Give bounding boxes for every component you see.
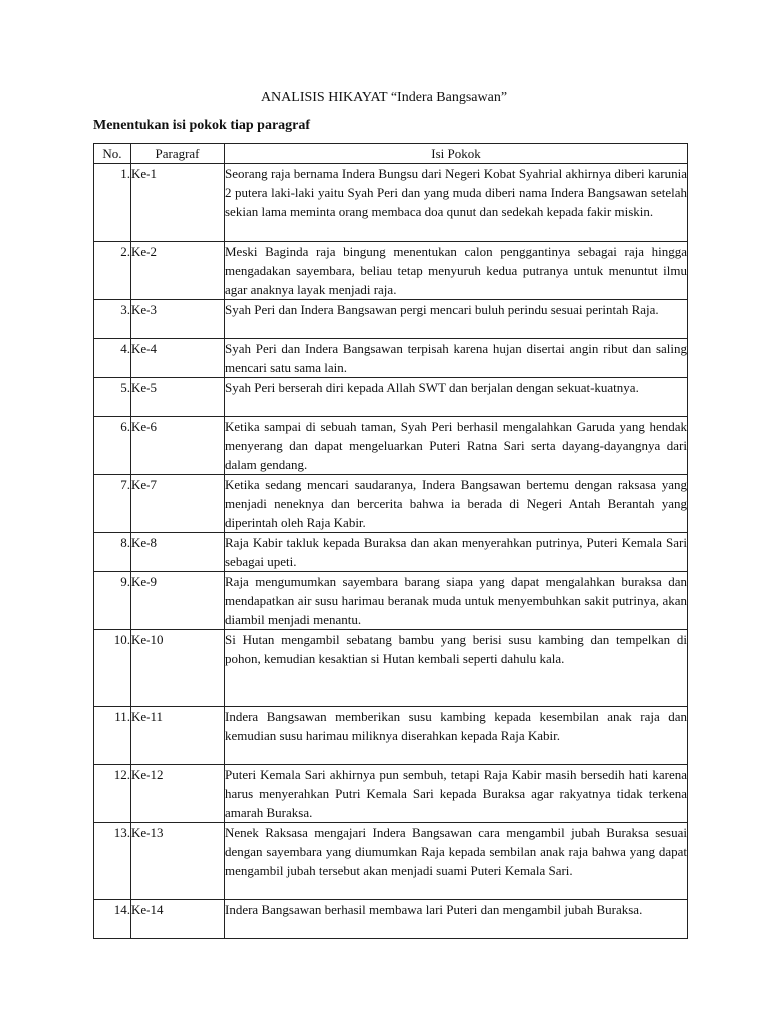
table-row <box>94 707 688 765</box>
header-no: No. <box>94 144 131 164</box>
table-row <box>94 164 688 242</box>
row-isi-pokok: Si Hutan mengambil sebatang bambu yang berisi susu kambing dan tempelkan di pohon, kemudian kesaktian si Hutan kembali seperti dahulu kala. <box>225 630 688 707</box>
row-paragraf: Ke-13 <box>131 823 225 900</box>
row-isi-pokok: Ketika sampai di sebuah taman, Syah Peri berhasil mengalahkan Garuda yang hendak menyerang dan dapat mengeluarkan Puteri Ratna Sari serta dayang-dayangnya dari dalam gendang. <box>225 417 688 475</box>
row-paragraf: Ke-4 <box>131 339 225 378</box>
row-number: 9. <box>94 572 131 630</box>
row-number: 12. <box>94 765 131 823</box>
row-paragraf: Ke-1 <box>131 164 225 242</box>
header-isi-pokok: Isi Pokok <box>225 144 688 164</box>
row-number: 5. <box>94 378 131 417</box>
table-row <box>94 475 688 533</box>
row-paragraf: Ke-5 <box>131 378 225 417</box>
table-row <box>94 823 688 900</box>
row-number: 8. <box>94 533 131 572</box>
row-isi-pokok: Nenek Raksasa mengajari Indera Bangsawan cara mengambil jubah Buraksa sesuai dengan sayembara yang diumumkan Raja kepada sembilan anak raja bahwa yang dapat mengambil jubah tersebut akan menjadi suami Puteri Kemala Sari. <box>225 823 688 900</box>
row-number: 3. <box>94 300 131 339</box>
row-isi-pokok: Raja Kabir takluk kepada Buraksa dan akan menyerahkan putrinya, Puteri Kemala Sari sebagai upeti. <box>225 533 688 572</box>
row-paragraf: Ke-11 <box>131 707 225 765</box>
row-number: 11. <box>94 707 131 765</box>
row-number: 2. <box>94 242 131 300</box>
row-paragraf: Ke-14 <box>131 900 225 939</box>
row-paragraf: Ke-9 <box>131 572 225 630</box>
table-body <box>94 164 688 939</box>
row-isi-pokok: Puteri Kemala Sari akhirnya pun sembuh, tetapi Raja Kabir masih bersedih hati karena harus menyerahkan Putri Kemala Sari kepada Buraksa agar rakyatnya tidak terkena amarah Buraksa. <box>225 765 688 823</box>
row-isi-pokok: Syah Peri dan Indera Bangsawan pergi mencari buluh perindu sesuai perintah Raja. <box>225 300 688 339</box>
row-number: 10. <box>94 630 131 707</box>
row-paragraf: Ke-7 <box>131 475 225 533</box>
row-isi-pokok: Syah Peri dan Indera Bangsawan terpisah karena hujan disertai angin ribut dan saling mencari satu sama lain. <box>225 339 688 378</box>
row-isi-pokok: Seorang raja bernama Indera Bungsu dari Negeri Kobat Syahrial akhirnya diberi karunia 2 putera laki-laki yaitu Syah Peri dan yang muda diberi nama Indera Bangsawan setelah sekian lama meminta orang membaca doa qunut dan sedekah kepada fakir miskin. <box>225 164 688 242</box>
table-row <box>94 300 688 339</box>
row-number: 14. <box>94 900 131 939</box>
table-row <box>94 630 688 707</box>
row-isi-pokok: Indera Bangsawan memberikan susu kambing kepada kesembilan anak raja dan kemudian susu harimau miliknya diserahkan kepada Raja Kabir. <box>225 707 688 765</box>
table-row <box>94 417 688 475</box>
isi-pokok-table <box>93 143 688 939</box>
row-isi-pokok: Syah Peri berserah diri kepada Allah SWT dan berjalan dengan sekuat-kuatnya. <box>225 378 688 417</box>
row-paragraf: Ke-3 <box>131 300 225 339</box>
row-isi-pokok: Ketika sedang mencari saudaranya, Indera Bangsawan bertemu dengan raksasa yang menjadi neneknya dan bercerita bahwa ia berada di Negeri Antah Berantah yang diperintah oleh Raja Kabir. <box>225 475 688 533</box>
section-heading: Menentukan isi pokok tiap paragraf <box>93 118 311 133</box>
table-row <box>94 900 688 939</box>
row-paragraf: Ke-8 <box>131 533 225 572</box>
row-number: 13. <box>94 823 131 900</box>
row-number: 6. <box>94 417 131 475</box>
row-number: 7. <box>94 475 131 533</box>
table-header-row <box>94 144 688 164</box>
row-paragraf: Ke-6 <box>131 417 225 475</box>
table-row <box>94 765 688 823</box>
document-title: ANALISIS HIKAYAT “Indera Bangsawan” <box>260 90 508 105</box>
row-isi-pokok: Indera Bangsawan berhasil membawa lari Puteri dan mengambil jubah Buraksa. <box>225 900 688 939</box>
table-row <box>94 339 688 378</box>
row-paragraf: Ke-2 <box>131 242 225 300</box>
row-number: 1. <box>94 164 131 242</box>
row-isi-pokok: Meski Baginda raja bingung menentukan calon penggantinya sebagai raja hingga mengadakan sayembara, beliau tetap menyuruh kedua putranya untuk menuntut ilmu agar anaknya layak menjadi raja. <box>225 242 688 300</box>
table-row <box>94 242 688 300</box>
table-row <box>94 378 688 417</box>
row-paragraf: Ke-10 <box>131 630 225 707</box>
table-row <box>94 533 688 572</box>
header-paragraf: Paragraf <box>131 144 225 164</box>
table-row <box>94 572 688 630</box>
row-isi-pokok: Raja mengumumkan sayembara barang siapa yang dapat mengalahkan buraksa dan mendapatkan air susu harimau beranak muda untuk menyembuhkan sakit putrinya, akan diambil menjadi menantu. <box>225 572 688 630</box>
row-number: 4. <box>94 339 131 378</box>
row-paragraf: Ke-12 <box>131 765 225 823</box>
